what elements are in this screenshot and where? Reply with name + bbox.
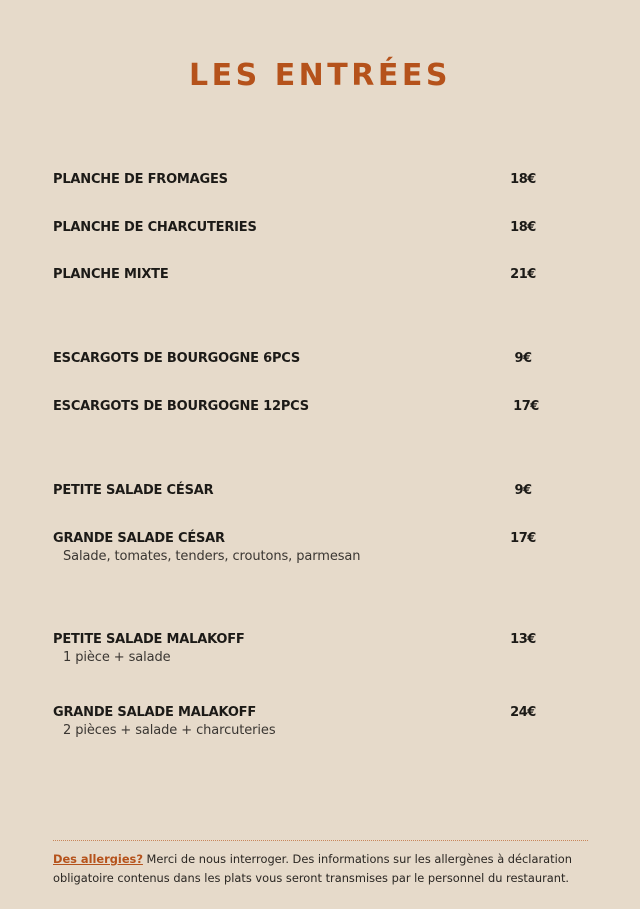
item-name: ESCARGOTS DE BOURGOGNE 6PCS — [53, 351, 301, 366]
allergy-link[interactable]: Des allergies? — [53, 852, 143, 866]
item-name: PETITE SALADE MALAKOFF — [53, 632, 245, 647]
item-price: 17€ — [510, 531, 536, 546]
item-price: 21€ — [510, 267, 536, 282]
item-price: 18€ — [510, 172, 536, 187]
item-price: 13€ — [510, 632, 536, 647]
menu-item — [53, 631, 543, 667]
item-name: PLANCHE DE CHARCUTERIES — [53, 220, 257, 235]
item-description: 2 pièces + salade + charcuteries — [63, 723, 276, 738]
item-price: 9€ — [514, 483, 532, 498]
item-description: Salade, tomates, tenders, croutons, parmesan — [63, 549, 361, 564]
allergy-text: Merci de nous interroger. Des informations sur les allergènes à déclaration obligatoire contenus dans les plats vous seront transmises par le personnel du restaurant. — [53, 852, 572, 885]
footer-divider — [53, 840, 588, 841]
item-price: 18€ — [510, 220, 536, 235]
menu-item — [53, 171, 543, 189]
menu-item — [53, 350, 543, 368]
item-description: 1 pièce + salade — [63, 650, 171, 665]
item-name: ESCARGOTS DE BOURGOGNE 12PCS — [53, 399, 309, 414]
menu-item — [53, 219, 543, 237]
item-name: PLANCHE MIXTE — [53, 267, 169, 282]
menu-item — [53, 482, 543, 500]
menu-item — [53, 398, 543, 416]
menu-item — [53, 266, 543, 284]
menu-item — [53, 704, 543, 740]
allergy-notice — [53, 850, 593, 888]
item-price: 17€ — [513, 399, 539, 414]
item-price: 9€ — [514, 351, 532, 366]
item-price: 24€ — [510, 705, 536, 720]
item-name: GRANDE SALADE CÉSAR — [53, 531, 225, 546]
item-name: PETITE SALADE CÉSAR — [53, 483, 214, 498]
page-title: LES ENTRÉES — [189, 58, 451, 93]
item-name: GRANDE SALADE MALAKOFF — [53, 705, 257, 720]
menu-item — [53, 530, 543, 566]
item-name: PLANCHE DE FROMAGES — [53, 172, 228, 187]
